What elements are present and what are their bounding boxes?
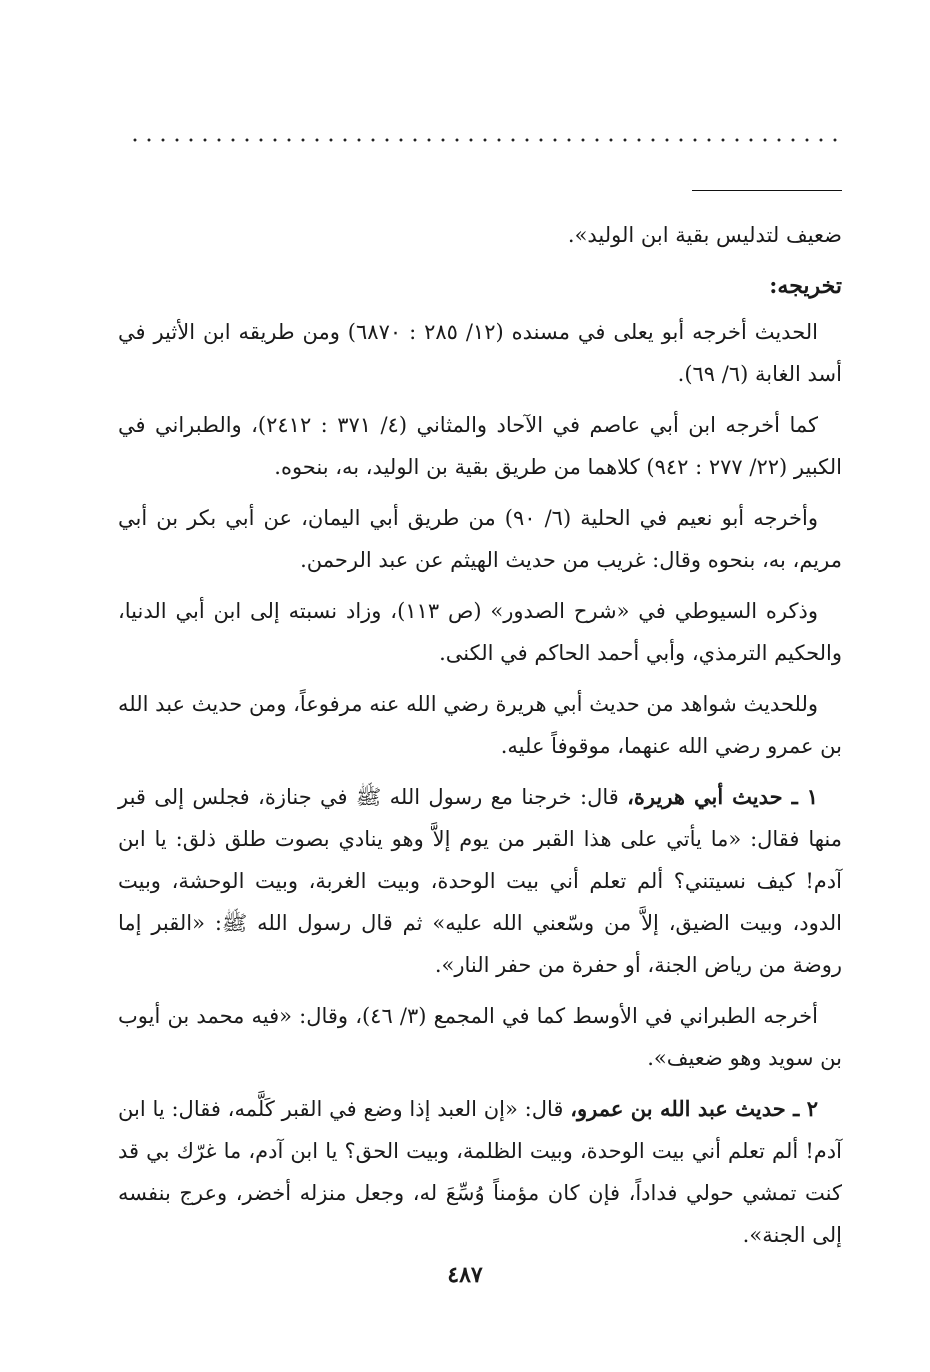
hadith-2-lead: ٢ ـ حديث عبد الله بن عمرو، (570, 1096, 818, 1121)
page-number: ٤٨٧ (447, 1262, 483, 1288)
paragraph-6 (118, 776, 842, 986)
paragraph-8 (118, 1088, 842, 1256)
page-body (118, 214, 842, 1265)
paragraph-3: وأخرجه أبو نعيم في الحلية (٦/ ٩٠) من طريق أبي اليمان، عن أبي بكر بن أبي مريم، به، بنحوه وقال: غريب من حديث الهيثم عن عبد الرحمن. (118, 506, 842, 572)
paragraph-2: كما أخرجه ابن أبي عاصم في الآحاد والمثاني (٤/ ٣٧١ : ٢٤١٢)، والطبراني في الكبير (٢٢/ ٢٧٧ : ٩٤٢) كلاهما من طريق بقية بن الوليد، به، بنحوه. (118, 413, 842, 479)
footnote-continuation: ضعيف لتدليس بقية ابن الوليد». (567, 223, 842, 247)
hadith-2-text: قال: «إن العبد إذا وضع في القبر كَلَّمه، فقال: يا ابن آدم! ألم تعلم أني بيت الوحدة، وبيت الظلمة، وبيت الحق؟ يا ابن آدم، ما غرّك بي قد كنت تمشي حولي فداداً، فإن كان مؤمناً وُسِّعَ له، وجعل منزله أخضر، وعرج بنفسه إلى الجنة». (118, 1097, 842, 1247)
hadith-1-lead: ١ ـ حديث أبي هريرة، (627, 784, 819, 809)
paragraph-1: الحديث أخرجه أبو يعلى في مسنده (١٢/ ٢٨٥ : ٦٨٧٠) ومن طريقه ابن الأثير في أسد الغابة (٦/ ٦٩). (118, 320, 842, 386)
paragraph-5: وللحديث شواهد من حديث أبي هريرة رضي الله عنه مرفوعاً، ومن حديث عبد الله بن عمرو رضي الله عنهما، موقوفاً عليه. (118, 692, 842, 758)
section-heading: تخريجه: (769, 273, 842, 299)
footnote-rule (692, 190, 842, 191)
dotted-separator (128, 135, 840, 145)
hadith-1-text: قال: خرجنا مع رسول الله ﷺ في جنازة، فجلس إلى قبر منها فقال: «ما يأتي على هذا القبر من يوم إلاَّ وهو ينادي بصوت طلق ذلق: يا ابن آدم! كيف نسيتني؟ ألم تعلم أني بيت الوحدة، وبيت الغربة، وبيت الوحشة، وبيت الدود، وبيت الضيق، إلاَّ من وسّعني الله عليه» ثم قال رسول الله ﷺ: «القبر إما روضة من رياض الجنة، أو حفرة من حفر النار». (118, 785, 842, 977)
paragraph-4: وذكره السيوطي في «شرح الصدور» (ص ١١٣)، وزاد نسبته إلى ابن أبي الدنيا، والحكيم الترمذي، وأبي أحمد الحاكم في الكنى. (118, 599, 842, 665)
paragraph-7: أخرجه الطبراني في الأوسط كما في المجمع (٣/ ٤٦)، وقال: «فيه محمد بن أيوب بن سويد وهو ضعيف». (118, 1004, 842, 1070)
